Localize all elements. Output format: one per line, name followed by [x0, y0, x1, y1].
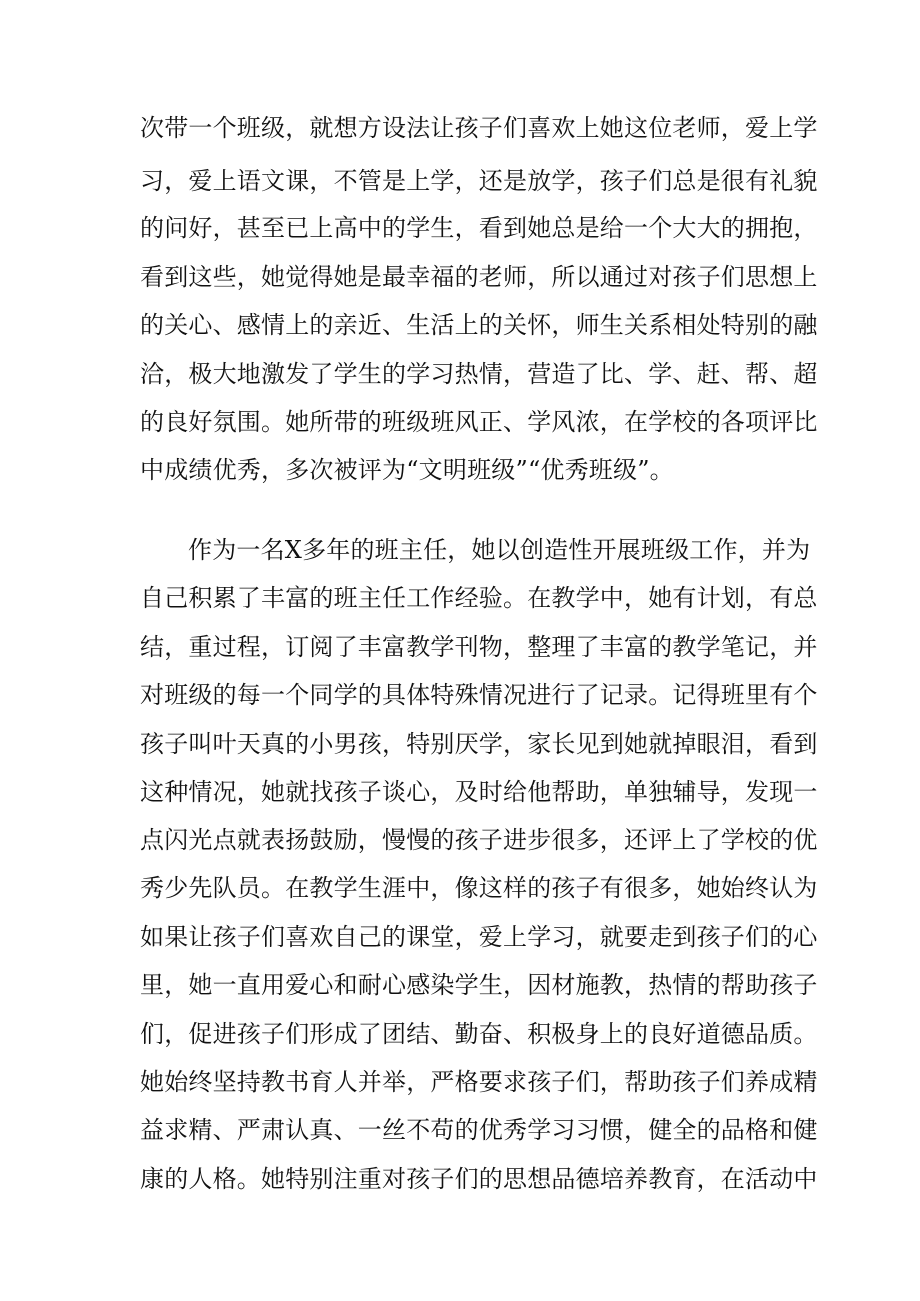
paragraph-1-line-3: 的问好，甚至已上高中的学生，看到她总是给一个大大的拥抱，: [140, 214, 818, 242]
paragraph-2-line-6: 这种情况，她就找孩子谈心，及时给他帮助，单独辅导，发现一: [140, 778, 818, 806]
paragraph-2-line-10: 里，她一直用爱心和耐心感染学生，因材施教，热情的帮助孩子: [140, 971, 818, 999]
paragraph-2-line-8: 秀少先队员。在教学生涯中，像这样的孩子有很多，她始终认为: [140, 874, 818, 902]
paragraph-1-line-7: 的良好氛围。她所带的班级班风正、学风浓，在学校的各项评比: [140, 408, 818, 436]
paragraph-1-line-5: 的关心、感情上的亲近、生活上的关怀，师生关系相处特别的融: [140, 311, 818, 339]
paragraph-1-line-6: 洽，极大地激发了学生的学习热情，营造了比、学、赶、帮、超: [140, 360, 818, 388]
paragraph-1-line-4: 看到这些，她觉得她是最幸福的老师，所以通过对孩子们思想上: [140, 263, 818, 291]
paragraph-1-line-2: 习，爱上语文课，不管是上学，还是放学，孩子们总是很有礼貌: [140, 167, 818, 195]
paragraph-2-line-7: 点闪光点就表扬鼓励，慢慢的孩子进步很多，还评上了学校的优: [140, 826, 818, 854]
paragraph-2-line-9: 如果让孩子们喜欢自己的课堂，爱上学习，就要走到孩子们的心: [140, 923, 818, 951]
paragraph-1-line-1: 次带一个班级，就想方设法让孩子们喜欢上她这位老师，爱上学: [140, 114, 818, 142]
paragraph-2-line-5: 孩子叫叶天真的小男孩，特别厌学，家长见到她就掉眼泪，看到: [140, 730, 818, 758]
paragraph-2-line-14: 康的人格。她特别注重对孩子们的思想品德培养教育，在活动中: [140, 1165, 818, 1193]
paragraph-2-line-2: 自己积累了丰富的班主任工作经验。在教学中，她有计划，有总: [140, 584, 818, 612]
paragraph-2-line-1: 作为一名X多年的班主任，她以创造性开展班级工作，并为: [188, 536, 811, 564]
paragraph-1-line-8: 中成绩优秀，多次被评为“文明班级”“优秀班级”。: [140, 456, 674, 484]
paragraph-2-line-13: 益求精、严肃认真、一丝不苟的优秀学习习惯，健全的品格和健: [140, 1116, 818, 1144]
paragraph-2-line-4: 对班级的每一个同学的具体特殊情况进行了记录。记得班里有个: [140, 681, 818, 709]
paragraph-2-line-12: 她始终坚持教书育人并举，严格要求孩子们，帮助孩子们养成精: [140, 1068, 818, 1096]
paragraph-2-line-3: 结，重过程，订阅了丰富教学刊物，整理了丰富的教学笔记，并: [140, 633, 818, 661]
paragraph-2-line-11: 们，促进孩子们形成了团结、勤奋、积极身上的良好道德品质。: [140, 1020, 818, 1048]
